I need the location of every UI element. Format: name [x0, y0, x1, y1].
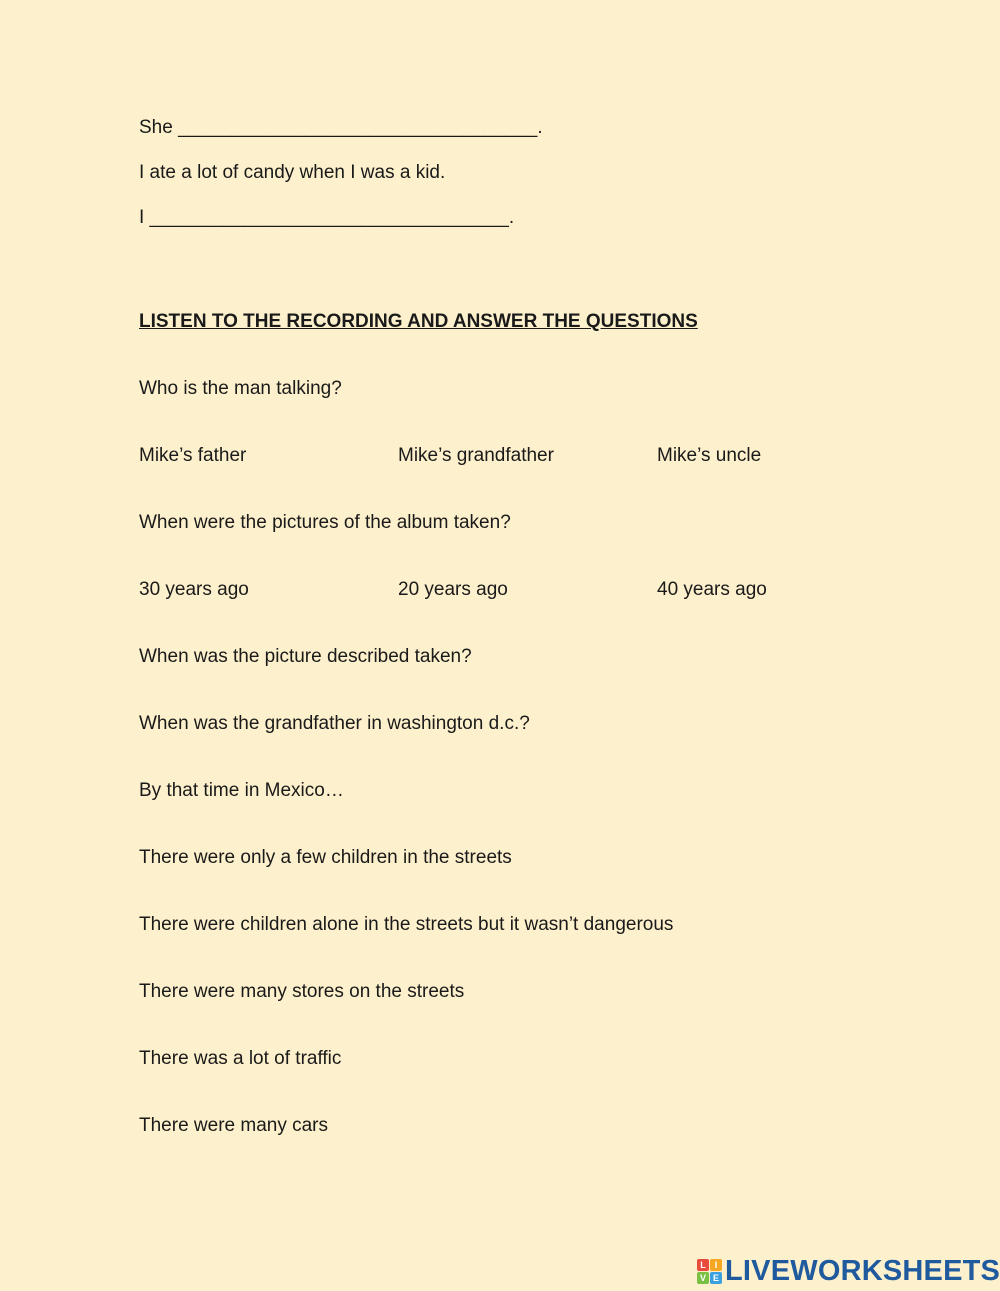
option-40-years[interactable]: 40 years ago [657, 579, 767, 600]
option-30-years[interactable]: 30 years ago [139, 579, 249, 600]
logo-text: LIVEWORKSHEETS [725, 1254, 1000, 1287]
exercise-line-she: She __________________________________. [139, 117, 543, 138]
statement-many-cars[interactable]: There were many cars [139, 1115, 329, 1136]
statement-children-alone[interactable]: There were children alone in the streets but it wasn’t dangerous [139, 914, 674, 935]
question-picture-described: When was the picture described taken? [139, 646, 472, 667]
option-mikes-grandfather[interactable]: Mike’s grandfather [398, 445, 554, 466]
statement-few-children[interactable]: There were only a few children in the streets [139, 847, 512, 868]
option-mikes-uncle[interactable]: Mike’s uncle [657, 445, 762, 466]
exercise-line-candy: I ate a lot of candy when I was a kid. [139, 162, 446, 183]
logo-mark-letter: I [710, 1259, 722, 1271]
logo-mark-letter: V [697, 1272, 709, 1284]
logo-mark-letter: L [697, 1259, 709, 1271]
question-album-pictures: When were the pictures of the album taken? [139, 512, 511, 533]
question-who-is-talking: Who is the man talking? [139, 378, 342, 399]
logo-mark-icon [697, 1259, 722, 1284]
statement-many-stores[interactable]: There were many stores on the streets [139, 981, 465, 1002]
section-heading: LISTEN TO THE RECORDING AND ANSWER THE QUESTIONS [139, 311, 698, 332]
question-mexico: By that time in Mexico… [139, 780, 344, 801]
statement-traffic[interactable]: There was a lot of traffic [139, 1048, 342, 1069]
option-20-years[interactable]: 20 years ago [398, 579, 508, 600]
liveworksheets-logo [697, 1254, 1000, 1288]
option-mikes-father[interactable]: Mike’s father [139, 445, 247, 466]
logo-mark-letter: E [710, 1272, 722, 1284]
question-washington: When was the grandfather in washington d.c.? [139, 713, 530, 734]
exercise-line-i: I __________________________________. [139, 207, 515, 228]
